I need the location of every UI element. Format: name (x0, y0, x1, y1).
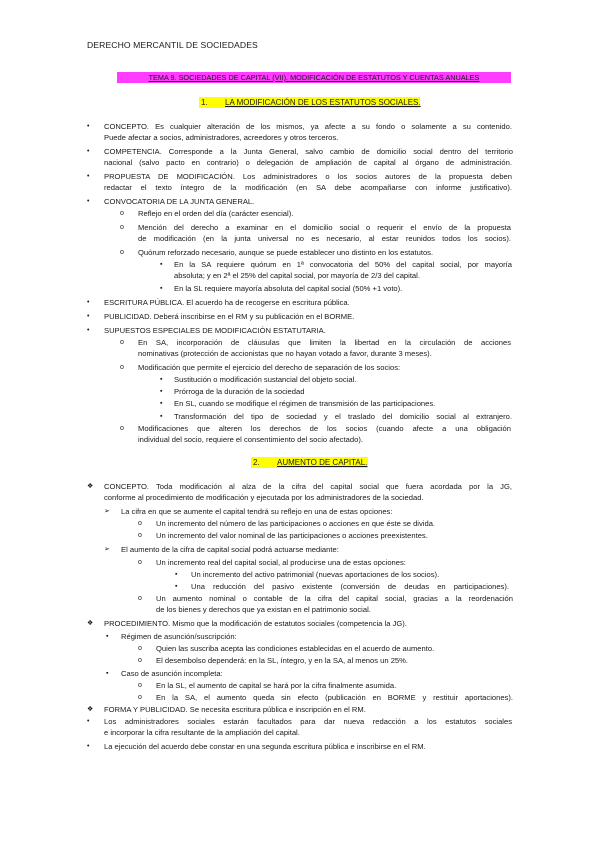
bullet-circle-icon: o (138, 520, 142, 527)
bullet-square-icon: ▪ (160, 376, 163, 383)
text-line: Un incremento del valor nominal de las participaciones o acciones preexistentes. (156, 531, 428, 540)
bullet-square-icon: ▪ (175, 583, 178, 590)
text-line: En la SA requiere quórum en 1ª convocatoria del 50% del capital social, por mayoría (174, 260, 512, 269)
bullet-arrow-icon: ➢ (104, 508, 110, 515)
text-line: Mención del derecho a examinar en el domicilio social o requerir el envío de la propuesta (138, 223, 511, 232)
bullet-circle-icon: o (138, 595, 142, 602)
bullet-diamond-icon: ❖ (87, 483, 94, 490)
text-line: Una reducción del pasivo existente (conversión de deudas en participaciones). (191, 582, 509, 591)
text-line: SUPUESTOS ESPECIALES DE MODIFICACIÓN ESTATUTARIA. (104, 326, 326, 335)
text-line: Prórroga de la duración de la sociedad (174, 387, 305, 396)
text-line: El desembolso dependerá: en la SL, íntegro, y en la SA, al menos un 25%. (156, 656, 409, 665)
bullet-circle-icon: o (120, 339, 124, 346)
bullet-disc-icon: • (87, 299, 90, 306)
bullet-circle-icon: o (138, 682, 142, 689)
text-line: Un aumento nominal o contable de la cifra del capital social, gracias a la reordenación (156, 594, 513, 603)
bullet-circle-icon: o (120, 249, 124, 256)
document-title: TEMA 9. SOCIEDADES DE CAPITAL (VII). MODIFICACIÓN DE ESTATUTOS Y CUENTAS ANUALES (117, 72, 511, 83)
bullet-arrow-icon: ➢ (104, 546, 110, 553)
bullet-circle-icon: o (138, 645, 142, 652)
bullet-square-icon: ▪ (106, 633, 109, 640)
bullet-diamond-icon: ❖ (87, 706, 94, 713)
section-title-1: LA MODIFICACIÓN DE LOS ESTATUTOS SOCIALES. (225, 98, 421, 107)
text-line: de modificación (en la junta universal no es necesario, al estar reunidos todos los socios). (138, 234, 511, 243)
section-number-2: 2. (253, 458, 260, 467)
bullet-circle-icon: o (138, 532, 142, 539)
section-heading-2 (251, 457, 368, 468)
bullet-disc-icon: • (87, 327, 90, 334)
bullet-circle-icon: o (138, 559, 142, 566)
text-line: Un incremento del activo patrimonial (nuevas aportaciones de los socios). (191, 570, 440, 579)
text-line: La ejecución del acuerdo debe constar en una segunda escritura pública e inscribirse en el RM. (104, 742, 426, 751)
text-line: nacional (salvo pacto en contrario) o delegación de ampliación de capital al órgano de administración. (104, 158, 512, 167)
text-line: En la SL, el aumento de capital se hará por la cifra finalmente asumida. (156, 681, 397, 690)
text-line: Reflejo en el orden del día (carácter esencial). (138, 209, 294, 218)
bullet-circle-icon: o (138, 657, 142, 664)
bullet-square-icon: ▪ (175, 571, 178, 578)
text-line: Modificaciones que alteren los derechos de los socios (cuando afecte a una obligación (138, 424, 511, 433)
bullet-square-icon: ▪ (160, 261, 163, 268)
text-line: de los bienes y derechos que ya existan en el patrimonio social. (156, 605, 371, 614)
text-line: La cifra en que se aumente el capital tendrá su reflejo en una de estas opciones: (121, 507, 393, 516)
text-line: Un incremento del número de las participaciones o acciones en que éste se divida. (156, 519, 436, 528)
text-line: En SL, cuando se modifique el régimen de transmisión de las participaciones. (174, 399, 436, 408)
text-line: CONCEPTO. Es cualquier alteración de los mismos, ya afecte a su fondo o solamente a su contenido. (104, 122, 512, 131)
bullet-disc-icon: • (87, 718, 90, 725)
text-line: Los administradores sociales estarán facultados para dar nueva redacción a los estatutos sociales (104, 717, 512, 726)
bullet-square-icon: ▪ (160, 285, 163, 292)
section-number-1: 1. (201, 98, 208, 107)
text-line: individual del socio, requiere el consentimiento del socio afectado). (138, 435, 363, 444)
text-line: PUBLICIDAD. Deberá inscribirse en el RM y su publicación en el BORME. (104, 312, 355, 321)
text-line: e incorporar la cifra resultante de la ampliación del capital. (104, 728, 300, 737)
text-line: conforme al procedimiento de modificación y ejecutada por los administradores de la sociedad. (104, 493, 424, 502)
text-line: CONVOCATORIA DE LA JUNTA GENERAL. (104, 197, 255, 206)
bullet-disc-icon: • (87, 198, 90, 205)
text-line: PROPUESTA DE MODIFICACIÓN. Los administradores o los socios autores de la propuesta deben (104, 172, 512, 181)
text-line: absoluta; y en 2ª el 25% del capital social, por mayoría de 2/3 del capital. (174, 271, 420, 280)
section-heading-1 (199, 97, 420, 108)
bullet-circle-icon: o (120, 224, 124, 231)
bullet-circle-icon: o (138, 694, 142, 701)
text-line: En la SA, el aumento queda sin efecto (publicación en BORME y restituir aportaciones). (156, 693, 513, 702)
text-line: PROCEDIMIENTO. Mismo que la modificación de estatutos sociales (competencia la JG). (104, 619, 407, 628)
text-line: El aumento de la cifra de capital social podrá actuarse mediante: (121, 545, 339, 554)
text-line: COMPETENCIA. Corresponde a la Junta General, salvo cambio de domicilio social dentro del territorio (104, 147, 513, 156)
bullet-disc-icon: • (87, 123, 90, 130)
text-line: En la SL requiere mayoría absoluta del capital social (50% +1 voto). (174, 284, 403, 293)
document-header: DERECHO MERCANTIL DE SOCIEDADES (87, 40, 258, 50)
bullet-disc-icon: • (87, 313, 90, 320)
text-line: Quien las suscriba acepta las condiciones establecidas en el acuerdo de aumento. (156, 644, 435, 653)
text-line: Quórum reforzado necesario, aunque se puede establecer uno distinto en los estatutos. (138, 248, 434, 257)
section-title-2: AUMENTO DE CAPITAL. (277, 458, 368, 467)
text-line: FORMA Y PUBLICIDAD. Se necesita escritura pública e inscripción en el RM. (104, 705, 366, 714)
text-line: Un incremento real del capital social, al producirse una de estas opciones: (156, 558, 406, 567)
bullet-diamond-icon: ❖ (87, 620, 94, 627)
bullet-disc-icon: • (87, 148, 90, 155)
text-line: nominativas (protección de accionistas que no hayan votado a favor, durante 3 meses). (138, 349, 432, 358)
text-line: CONCEPTO. Toda modificación al alza de la cifra del capital social que fuera acordada por la JG, (104, 482, 512, 491)
bullet-circle-icon: o (120, 425, 124, 432)
text-line: Caso de asunción incompleta: (121, 669, 223, 678)
bullet-circle-icon: o (120, 364, 124, 371)
text-line: Transformación del tipo de sociedad y el traslado del domicilio social al extranjero. (174, 412, 512, 421)
bullet-circle-icon: o (120, 210, 124, 217)
text-line: Modificación que permite el ejercicio del derecho de separación de los socios: (138, 363, 401, 372)
text-line: ESCRITURA PÚBLICA. El acuerdo ha de recogerse en escritura pública. (104, 298, 350, 307)
bullet-disc-icon: • (87, 743, 90, 750)
text-line: redactar el texto íntegro de la modificación (en SA debe acompañarse con informe justificativo). (104, 183, 512, 192)
bullet-square-icon: ▪ (160, 400, 163, 407)
bullet-square-icon: ▪ (160, 388, 163, 395)
text-line: Sustitución o modificación sustancial del objeto social. (174, 375, 357, 384)
text-line: Régimen de asunción/suscripción: (121, 632, 237, 641)
bullet-square-icon: ▪ (160, 413, 163, 420)
text-line: En SA, incorporación de cláusulas que limiten la libertad en la circulación de acciones (138, 338, 511, 347)
bullet-disc-icon: • (87, 173, 90, 180)
bullet-square-icon: ▪ (106, 670, 109, 677)
text-line: Puede afectar a socios, administradores, acreedores y otros terceros. (104, 133, 339, 142)
